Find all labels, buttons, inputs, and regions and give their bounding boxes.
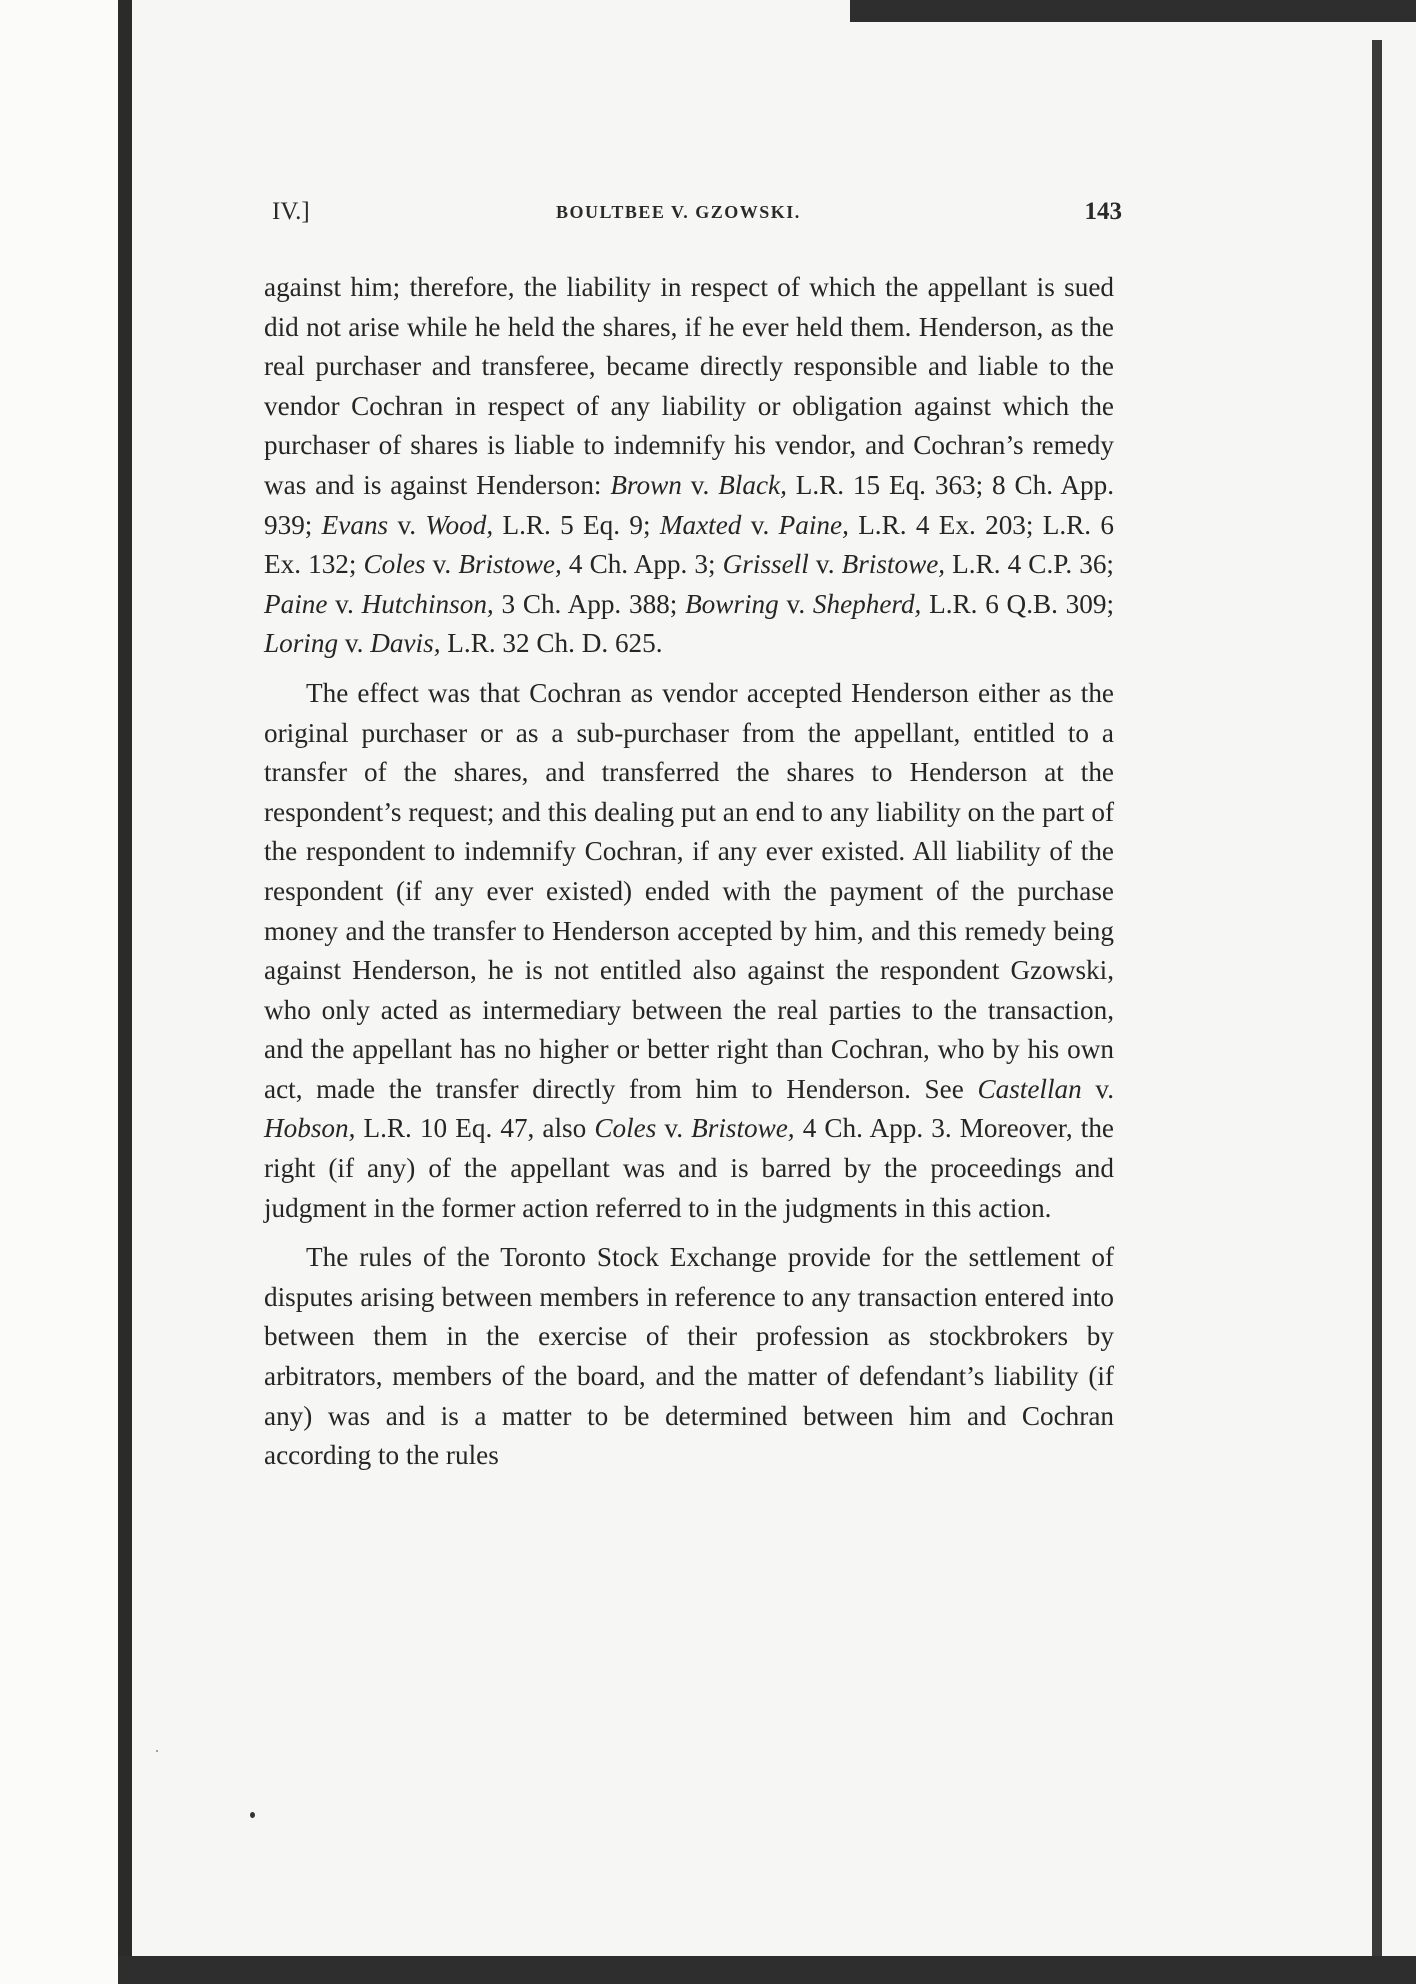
text-run: L.R. 5 Eq. 9; xyxy=(493,509,660,540)
page-number: 143 xyxy=(1084,198,1122,225)
case-name: Bristowe, xyxy=(841,549,946,580)
case-name: Davis, xyxy=(370,628,441,659)
case-name: Hutchinson, xyxy=(361,588,494,619)
paragraph-1 xyxy=(264,268,1114,664)
case-name: Hobson, xyxy=(264,1113,356,1144)
body-text xyxy=(264,268,1114,1476)
case-name: Paine, xyxy=(778,509,849,540)
case-name: Grissell xyxy=(722,549,809,580)
text-run: 4 Ch. App. 3. Moreover, the right (if any) of the appellant was and is barred by the proceedings and judgment in the former action referred to in the judgments in this action. xyxy=(264,1113,1114,1223)
text-run: v. xyxy=(741,509,779,540)
text-run: L.R. 4 Ex. 203; L.R. 6 Ex. 132; xyxy=(264,509,1115,580)
case-name: Evans xyxy=(321,509,389,540)
text-run: 3 Ch. App. 388; xyxy=(493,588,686,619)
scan-speck xyxy=(156,1750,158,1752)
scan-binding-edge xyxy=(118,0,132,1984)
case-name: Maxted xyxy=(659,509,742,540)
text-run: v. xyxy=(338,628,371,659)
text-run: L.R. 10 Eq. 47, also xyxy=(355,1113,595,1144)
text-run: v. xyxy=(808,549,842,580)
case-name: Bristowe, xyxy=(458,549,562,580)
text-run: v. xyxy=(425,549,459,580)
text-run: v. xyxy=(681,469,719,500)
running-title: BOULTBEE V. GZOWSKI. xyxy=(556,202,801,222)
case-name: Paine xyxy=(264,588,328,619)
case-name: Brown xyxy=(610,469,682,500)
case-name: Wood, xyxy=(425,509,494,540)
section-mark: IV.] xyxy=(272,198,310,225)
text-run: 4 Ch. App. 3; xyxy=(561,549,723,580)
text-run: against him; therefore, the liability in respect of which the appellant is sued did not arise while he held the shares, if he ever held them. Henderson, as the real purchaser and transferee, became directly responsible and liable to the vendor Cochran in respect of any liability or obligation against which the purchaser of shares is liable to indemnify his vendor, and Cochran’s remedy was and is against Henderson: xyxy=(264,272,1114,500)
text-run: L.R. 15 Eq. 363; 8 Ch. App. 939; xyxy=(264,469,1115,540)
case-name: Bristowe, xyxy=(691,1113,795,1144)
case-name: Loring xyxy=(264,628,339,659)
scan-left-margin xyxy=(0,0,118,1984)
text-run: L.R. 6 Q.B. 309; xyxy=(921,588,1115,619)
text-run: v. xyxy=(778,588,813,619)
scan-bottom-edge xyxy=(118,1956,1416,1984)
text-run: The rules of the Toronto Stock Exchange provide for the settlement of disputes arising between members in reference to any transaction entered into between them in the exercise of their profession as stockbrokers by arbitrators, members of the board, and the matter of defendant’s liability (if any) was and is a matter to be determined between him and Cochran according to the rules xyxy=(264,1242,1114,1471)
text-run: L.R. 32 Ch. D. 625. xyxy=(440,628,663,659)
text-run: The effect was that Cochran as vendor accepted Henderson either as the original purchaser or as a sub-purchaser from the appellant, entitled to a transfer of the shares, and transferred the shares to Henderson at the respondent’s request; and this dealing put an end to any liability on the part of the respondent to indemnify Cochran, if any ever existed. All liability of the respondent (if any ever existed) ended with the payment of the purchase money and the transfer to Henderson accepted by him, and this remedy being against Henderson, he is not entitled also against the respondent Gzowski, who only acted as intermediary between the real parties to the transaction, and the appellant has no higher or better right than Cochran, who by his own act, made the transfer directly from him to Henderson. See xyxy=(264,677,1114,1104)
case-name: Shepherd, xyxy=(812,588,922,619)
paragraph-2 xyxy=(264,674,1114,1228)
case-name: Black, xyxy=(718,469,787,500)
text-run: v. xyxy=(327,588,362,619)
page-header xyxy=(272,198,1122,238)
scan-top-edge xyxy=(850,0,1416,22)
text-run: v. xyxy=(388,509,426,540)
text-run: L.R. 4 C.P. 36; xyxy=(945,549,1114,580)
case-name: Bowring xyxy=(685,588,779,619)
text-run: v. xyxy=(1081,1073,1114,1104)
case-name: Castellan xyxy=(977,1073,1082,1104)
paragraph-3 xyxy=(264,1238,1114,1476)
scan-speck xyxy=(250,1812,255,1818)
case-name: Coles xyxy=(363,549,426,580)
scan-right-edge xyxy=(1372,40,1382,1984)
case-name: Coles xyxy=(594,1113,657,1144)
text-run: v. xyxy=(656,1113,692,1144)
